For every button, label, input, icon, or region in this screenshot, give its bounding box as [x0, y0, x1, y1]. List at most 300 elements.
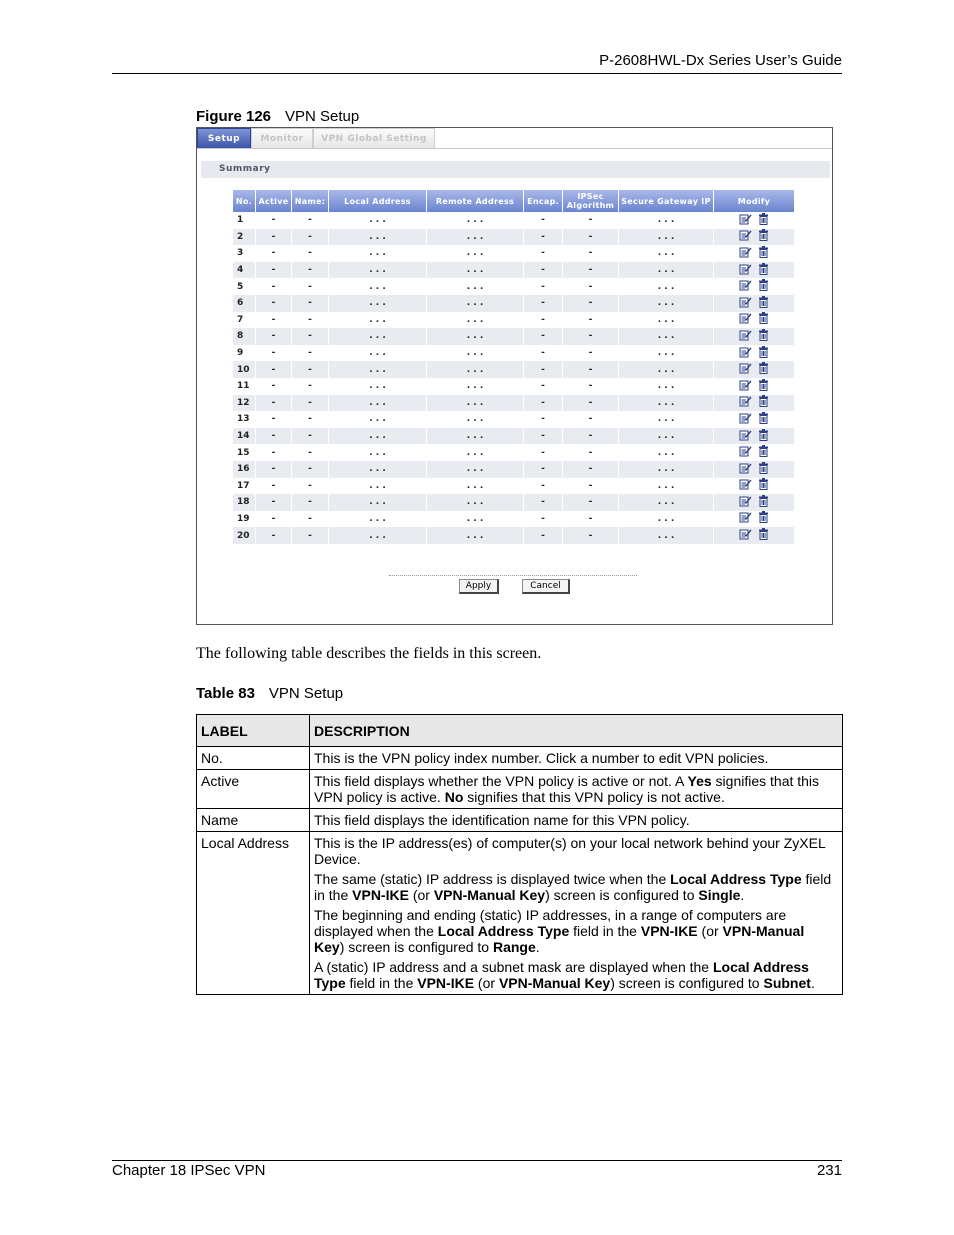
header-rule — [112, 73, 842, 74]
local-address-value: . . . — [329, 245, 427, 262]
ipsec-algorithm-value: - — [563, 511, 619, 528]
field-description — [310, 747, 843, 770]
secure-gateway-value: . . . — [619, 278, 714, 295]
encap-value: - — [524, 295, 563, 312]
modify-cell — [714, 527, 795, 544]
table-row — [233, 295, 795, 312]
delete-icon[interactable] — [758, 528, 769, 543]
bold-term: Range — [492, 939, 536, 955]
ipsec-algorithm-value: - — [563, 312, 619, 329]
text-run: This is the VPN policy index number. Click a number to edit VPN policies. — [314, 750, 769, 766]
remote-address-value: . . . — [427, 378, 524, 395]
bold-term: No — [444, 789, 464, 805]
encap-value: - — [524, 328, 563, 345]
name-value: - — [292, 245, 329, 262]
modify-cell — [714, 345, 795, 362]
text-run: This field displays whether the VPN policy is active or not. A — [314, 773, 688, 789]
table-title: VPN Setup — [268, 685, 344, 702]
edit-icon[interactable] — [739, 429, 752, 444]
figure-caption — [196, 108, 359, 125]
modify-cell — [714, 428, 795, 445]
secure-gateway-value: . . . — [619, 262, 714, 279]
description-paragraph — [314, 750, 838, 766]
description-paragraph — [314, 773, 838, 805]
ipsec-algorithm-value: - — [563, 478, 619, 495]
secure-gateway-value: . . . — [619, 245, 714, 262]
remote-address-value: . . . — [427, 494, 524, 511]
col-header-local-address: Local Address — [329, 190, 427, 212]
row-number[interactable]: 13 — [233, 411, 256, 428]
delete-icon[interactable] — [758, 263, 769, 278]
text-run: This is the IP address(es) of computer(s) on your local network behind your ZyXEL Device. — [314, 835, 826, 867]
text-run: (or — [697, 923, 723, 939]
local-address-value: . . . — [329, 428, 427, 445]
secure-gateway-value: . . . — [619, 478, 714, 495]
name-value: - — [292, 345, 329, 362]
bold-term: VPN-IKE — [640, 923, 698, 939]
name-value: - — [292, 494, 329, 511]
secure-gateway-value: . . . — [619, 461, 714, 478]
name-value: - — [292, 278, 329, 295]
footer-page-number: 231 — [816, 1162, 842, 1179]
delete-icon[interactable] — [758, 478, 769, 493]
modify-cell — [714, 461, 795, 478]
local-address-value: . . . — [329, 212, 427, 229]
name-value: - — [292, 527, 329, 544]
col-header-ipsec-algorithm: IPSec Algorithm — [563, 190, 619, 212]
local-address-value: . . . — [329, 478, 427, 495]
bold-term: VPN-Manual Key — [498, 975, 611, 991]
local-address-value: . . . — [329, 361, 427, 378]
edit-icon[interactable] — [739, 511, 752, 526]
text-run: This field displays the identification name for this VPN policy. — [314, 812, 690, 828]
edit-icon[interactable] — [739, 395, 752, 410]
edit-icon[interactable] — [739, 478, 752, 493]
modify-cell — [714, 444, 795, 461]
row-number[interactable]: 2 — [233, 229, 256, 246]
field-label: Active — [197, 770, 310, 809]
table-row — [233, 411, 795, 428]
delete-icon[interactable] — [758, 429, 769, 444]
edit-icon[interactable] — [739, 329, 752, 344]
desc-row — [197, 747, 843, 770]
remote-address-value: . . . — [427, 229, 524, 246]
encap-value: - — [524, 428, 563, 445]
row-number[interactable]: 16 — [233, 461, 256, 478]
modify-cell — [714, 511, 795, 528]
remote-address-value: . . . — [427, 411, 524, 428]
text-run: (or — [474, 975, 499, 991]
active-value: - — [256, 212, 292, 229]
delete-icon[interactable] — [758, 412, 769, 427]
row-number[interactable]: 3 — [233, 245, 256, 262]
desc-row — [197, 809, 843, 832]
apply-button[interactable]: Apply — [459, 579, 499, 594]
modify-cell — [714, 378, 795, 395]
bold-term: Local Address Type — [670, 871, 802, 887]
encap-value: - — [524, 411, 563, 428]
text-run: The beginning and ending (static) IP addresses, in a range of computers are displayed when the — [314, 907, 787, 939]
tab-vpn-global-setting[interactable]: VPN Global Setting — [313, 128, 435, 148]
edit-icon[interactable] — [739, 445, 752, 460]
bold-term: Single — [698, 887, 741, 903]
encap-value: - — [524, 262, 563, 279]
edit-icon[interactable] — [739, 296, 752, 311]
remote-address-value: . . . — [427, 527, 524, 544]
label-column-header: LABEL — [197, 715, 310, 747]
active-value: - — [256, 527, 292, 544]
bold-term: VPN-IKE — [352, 887, 409, 903]
active-value: - — [256, 461, 292, 478]
ipsec-algorithm-value: - — [563, 278, 619, 295]
delete-icon[interactable] — [758, 379, 769, 394]
edit-icon[interactable] — [739, 279, 752, 294]
secure-gateway-value: . . . — [619, 411, 714, 428]
modify-cell — [714, 295, 795, 312]
row-number[interactable]: 11 — [233, 378, 256, 395]
text-run: The same (static) IP address is displayed twice when the — [314, 871, 671, 887]
table-row — [233, 312, 795, 329]
encap-value: - — [524, 511, 563, 528]
figure-title: VPN Setup — [285, 108, 360, 125]
edit-icon[interactable] — [739, 462, 752, 477]
row-number[interactable]: 17 — [233, 478, 256, 495]
table-row — [233, 378, 795, 395]
description-column-header: DESCRIPTION — [310, 715, 843, 747]
text-run: ) screen is configured to — [610, 975, 764, 991]
edit-icon[interactable] — [739, 412, 752, 427]
remote-address-value: . . . — [427, 478, 524, 495]
row-number[interactable]: 9 — [233, 345, 256, 362]
name-value: - — [292, 411, 329, 428]
ipsec-algorithm-value: - — [563, 262, 619, 279]
encap-value: - — [524, 395, 563, 412]
row-number[interactable]: 8 — [233, 328, 256, 345]
remote-address-value: . . . — [427, 444, 524, 461]
table-header-row — [233, 190, 795, 212]
text-run: field in the — [314, 871, 832, 903]
row-number[interactable]: 6 — [233, 295, 256, 312]
remote-address-value: . . . — [427, 461, 524, 478]
local-address-value: . . . — [329, 395, 427, 412]
table-row — [233, 328, 795, 345]
table-row — [233, 345, 795, 362]
tab-monitor[interactable]: Monitor — [251, 128, 313, 148]
table-row — [233, 461, 795, 478]
edit-icon[interactable] — [739, 263, 752, 278]
table-row — [233, 212, 795, 229]
row-number[interactable]: 5 — [233, 278, 256, 295]
secure-gateway-value: . . . — [619, 345, 714, 362]
encap-value: - — [524, 361, 563, 378]
delete-icon[interactable] — [758, 462, 769, 477]
secure-gateway-value: . . . — [619, 395, 714, 412]
figure-label: Figure 126 — [196, 108, 272, 125]
remote-address-value: . . . — [427, 245, 524, 262]
row-number[interactable]: 20 — [233, 527, 256, 544]
table-label: Table 83 — [196, 685, 255, 702]
modify-cell — [714, 245, 795, 262]
secure-gateway-value: . . . — [619, 212, 714, 229]
table-row — [233, 527, 795, 544]
encap-value: - — [524, 444, 563, 461]
col-header-no: No. — [233, 190, 256, 212]
edit-icon[interactable] — [739, 312, 752, 327]
table-row — [233, 444, 795, 461]
active-value: - — [256, 511, 292, 528]
delete-icon[interactable] — [758, 495, 769, 510]
ipsec-algorithm-value: - — [563, 229, 619, 246]
summary-section-header: Summary — [201, 161, 830, 178]
delete-icon[interactable] — [758, 213, 769, 228]
row-number[interactable]: 12 — [233, 395, 256, 412]
edit-icon[interactable] — [739, 246, 752, 261]
modify-cell — [714, 262, 795, 279]
row-number[interactable]: 10 — [233, 361, 256, 378]
secure-gateway-value: . . . — [619, 312, 714, 329]
cancel-button[interactable]: Cancel — [522, 579, 570, 594]
field-description — [310, 770, 843, 809]
bold-term: Subnet — [763, 975, 811, 991]
active-value: - — [256, 278, 292, 295]
field-description-table — [196, 714, 843, 995]
delete-icon[interactable] — [758, 229, 769, 244]
local-address-value: . . . — [329, 278, 427, 295]
desc-row — [197, 832, 843, 995]
encap-value: - — [524, 378, 563, 395]
row-number[interactable]: 4 — [233, 262, 256, 279]
footer-rule — [112, 1160, 842, 1161]
text-run: . — [535, 939, 540, 955]
tab-bar — [197, 128, 435, 148]
delete-icon[interactable] — [758, 312, 769, 327]
remote-address-value: . . . — [427, 345, 524, 362]
vpn-policy-table — [233, 190, 795, 544]
name-value: - — [292, 511, 329, 528]
edit-icon[interactable] — [739, 229, 752, 244]
edit-icon[interactable] — [739, 495, 752, 510]
col-header-encap: Encap. — [524, 190, 563, 212]
secure-gateway-value: . . . — [619, 328, 714, 345]
bold-term: VPN-Manual Key — [314, 923, 805, 955]
text-run: ) screen is configured to — [339, 939, 493, 955]
edit-icon[interactable] — [739, 213, 752, 228]
local-address-value: . . . — [329, 262, 427, 279]
name-value: - — [292, 461, 329, 478]
modify-cell — [714, 478, 795, 495]
active-value: - — [256, 494, 292, 511]
encap-value: - — [524, 345, 563, 362]
table-row — [233, 478, 795, 495]
ipsec-algorithm-value: - — [563, 428, 619, 445]
table-row — [233, 361, 795, 378]
row-number[interactable]: 7 — [233, 312, 256, 329]
delete-icon[interactable] — [758, 346, 769, 361]
encap-value: - — [524, 312, 563, 329]
row-number[interactable]: 1 — [233, 212, 256, 229]
local-address-value: . . . — [329, 527, 427, 544]
edit-icon[interactable] — [739, 528, 752, 543]
active-value: - — [256, 229, 292, 246]
secure-gateway-value: . . . — [619, 229, 714, 246]
ipsec-algorithm-value: - — [563, 461, 619, 478]
active-value: - — [256, 328, 292, 345]
encap-value: - — [524, 527, 563, 544]
description-paragraph — [314, 907, 838, 955]
delete-icon[interactable] — [758, 279, 769, 294]
active-value: - — [256, 361, 292, 378]
edit-icon[interactable] — [739, 346, 752, 361]
secure-gateway-value: . . . — [619, 295, 714, 312]
table-row — [233, 511, 795, 528]
row-number[interactable]: 18 — [233, 494, 256, 511]
running-header-title: P-2608HWL-Dx Series User’s Guide — [599, 52, 842, 69]
text-run: field in the — [569, 923, 641, 939]
col-header-modify: Modify — [714, 190, 795, 212]
row-number[interactable]: 19 — [233, 511, 256, 528]
modify-cell — [714, 361, 795, 378]
button-separator — [389, 575, 637, 576]
secure-gateway-value: . . . — [619, 444, 714, 461]
delete-icon[interactable] — [758, 329, 769, 344]
desc-row — [197, 770, 843, 809]
table-caption — [196, 685, 343, 702]
remote-address-value: . . . — [427, 395, 524, 412]
remote-address-value: . . . — [427, 278, 524, 295]
ipsec-algorithm-value: - — [563, 395, 619, 412]
local-address-value: . . . — [329, 345, 427, 362]
active-value: - — [256, 395, 292, 412]
text-run: A (static) IP address and a subnet mask are displayed when the — [314, 959, 713, 975]
ipsec-algorithm-value: - — [563, 494, 619, 511]
local-address-value: . . . — [329, 511, 427, 528]
active-value: - — [256, 245, 292, 262]
active-value: - — [256, 345, 292, 362]
intro-paragraph: The following table describes the fields in this screen. — [196, 645, 542, 662]
row-number[interactable]: 14 — [233, 428, 256, 445]
col-header-remote-address: Remote Address — [427, 190, 524, 212]
remote-address-value: . . . — [427, 262, 524, 279]
delete-icon[interactable] — [758, 246, 769, 261]
table-row — [233, 494, 795, 511]
delete-icon[interactable] — [758, 395, 769, 410]
name-value: - — [292, 378, 329, 395]
table-row — [233, 428, 795, 445]
text-run: ) screen is configured to — [545, 887, 699, 903]
active-value: - — [256, 262, 292, 279]
ipsec-algorithm-value: - — [563, 411, 619, 428]
tab-underline — [197, 148, 832, 149]
local-address-value: . . . — [329, 229, 427, 246]
field-label: Name — [197, 809, 310, 832]
description-paragraph — [314, 835, 838, 867]
name-value: - — [292, 262, 329, 279]
secure-gateway-value: . . . — [619, 378, 714, 395]
table-row — [233, 245, 795, 262]
description-paragraph — [314, 959, 838, 991]
secure-gateway-value: . . . — [619, 494, 714, 511]
remote-address-value: . . . — [427, 295, 524, 312]
remote-address-value: . . . — [427, 361, 524, 378]
bold-term: VPN-Manual Key — [433, 887, 546, 903]
table-row — [233, 229, 795, 246]
table-row — [233, 278, 795, 295]
text-run: signifies that this VPN policy is not active. — [463, 789, 725, 805]
text-run: . — [810, 975, 815, 991]
delete-icon[interactable] — [758, 362, 769, 377]
delete-icon[interactable] — [758, 511, 769, 526]
encap-value: - — [524, 278, 563, 295]
field-description — [310, 809, 843, 832]
modify-cell — [714, 494, 795, 511]
local-address-value: . . . — [329, 461, 427, 478]
modify-cell — [714, 411, 795, 428]
remote-address-value: . . . — [427, 312, 524, 329]
encap-value: - — [524, 461, 563, 478]
bold-term: VPN-IKE — [417, 975, 475, 991]
ipsec-algorithm-value: - — [563, 328, 619, 345]
encap-value: - — [524, 212, 563, 229]
remote-address-value: . . . — [427, 511, 524, 528]
text-run: field in the — [345, 975, 418, 991]
ipsec-algorithm-value: - — [563, 212, 619, 229]
delete-icon[interactable] — [758, 296, 769, 311]
ipsec-algorithm-value: - — [563, 245, 619, 262]
remote-address-value: . . . — [427, 212, 524, 229]
name-value: - — [292, 444, 329, 461]
description-paragraph — [314, 871, 838, 903]
name-value: - — [292, 229, 329, 246]
edit-icon[interactable] — [739, 362, 752, 377]
delete-icon[interactable] — [758, 445, 769, 460]
active-value: - — [256, 478, 292, 495]
bold-term: Yes — [687, 773, 712, 789]
table-row — [233, 395, 795, 412]
local-address-value: . . . — [329, 378, 427, 395]
name-value: - — [292, 212, 329, 229]
local-address-value: . . . — [329, 444, 427, 461]
name-value: - — [292, 395, 329, 412]
bold-term: Local Address Type — [314, 959, 809, 991]
local-address-value: . . . — [329, 312, 427, 329]
name-value: - — [292, 312, 329, 329]
modify-cell — [714, 278, 795, 295]
remote-address-value: . . . — [427, 428, 524, 445]
ipsec-algorithm-value: - — [563, 345, 619, 362]
modify-cell — [714, 212, 795, 229]
remote-address-value: . . . — [427, 328, 524, 345]
edit-icon[interactable] — [739, 379, 752, 394]
ipsec-algorithm-value: - — [563, 295, 619, 312]
local-address-value: . . . — [329, 295, 427, 312]
tab-setup[interactable]: Setup — [197, 128, 251, 148]
row-number[interactable]: 15 — [233, 444, 256, 461]
name-value: - — [292, 295, 329, 312]
secure-gateway-value: . . . — [619, 511, 714, 528]
name-value: - — [292, 478, 329, 495]
table-row — [233, 262, 795, 279]
active-value: - — [256, 411, 292, 428]
active-value: - — [256, 444, 292, 461]
field-description — [310, 832, 843, 995]
secure-gateway-value: . . . — [619, 361, 714, 378]
modify-cell — [714, 395, 795, 412]
modify-cell — [714, 328, 795, 345]
encap-value: - — [524, 494, 563, 511]
encap-value: - — [524, 245, 563, 262]
modify-cell — [714, 229, 795, 246]
active-value: - — [256, 378, 292, 395]
